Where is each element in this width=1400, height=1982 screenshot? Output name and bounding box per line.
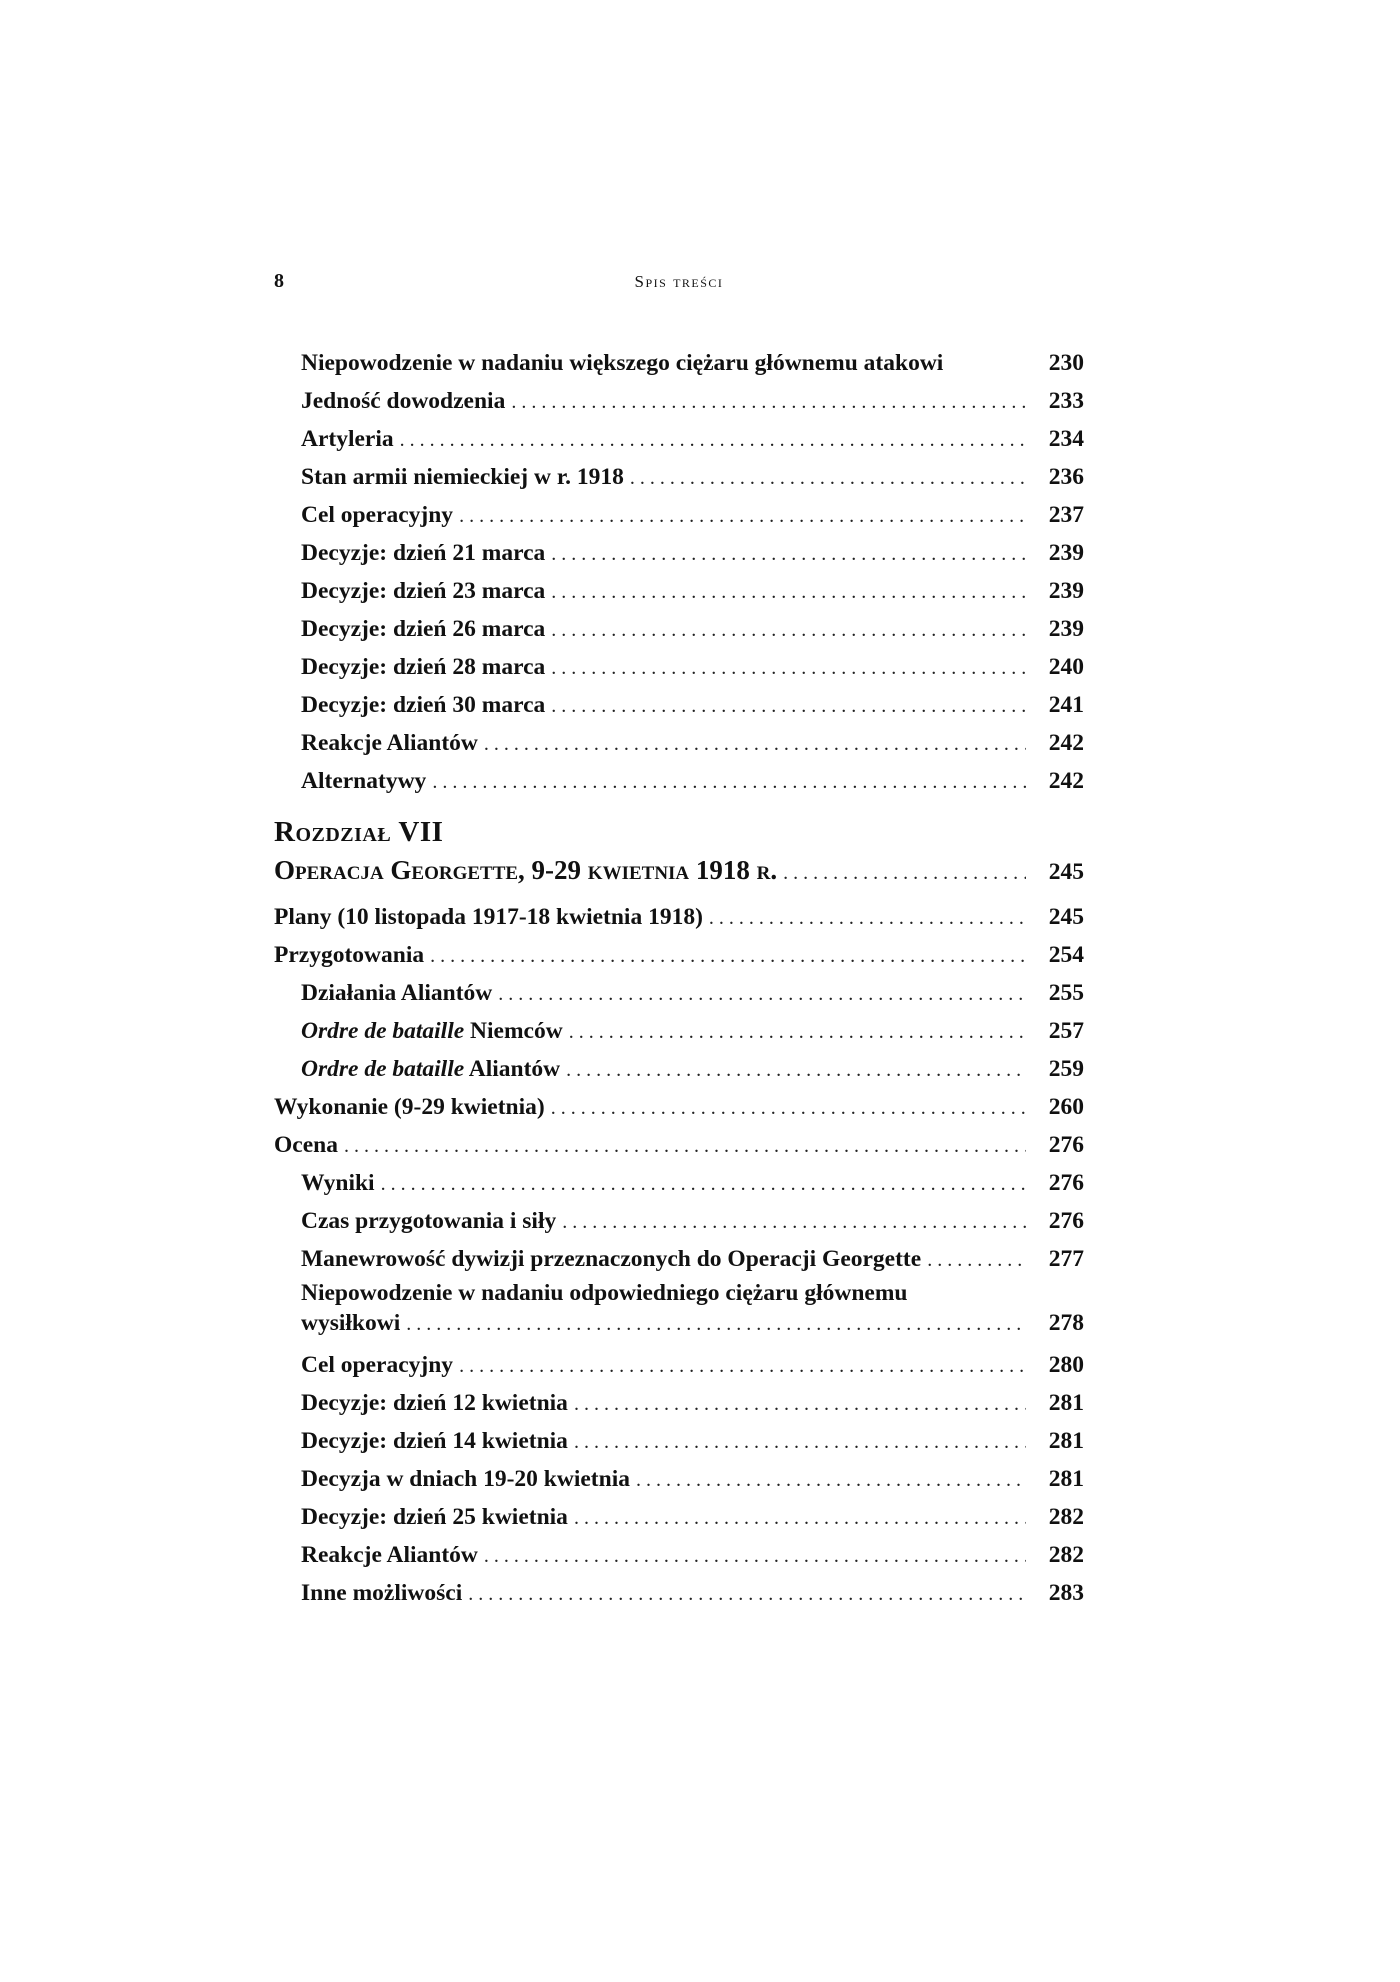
dot-leader: [783, 853, 1026, 893]
toc-entry-label-italic: Ordre de bataille: [301, 1018, 465, 1044]
toc-entry-label: Ocena: [274, 1132, 338, 1158]
page-number: 8: [274, 270, 284, 292]
toc-entry: [274, 898, 1084, 936]
toc-entry-label: Przygotowania: [274, 942, 425, 968]
chapter-title: Operacja Georgette, 9-29 kwietnia 1918 r.: [274, 855, 778, 885]
toc-entry: [274, 572, 1084, 610]
toc-entry: [274, 1126, 1084, 1164]
dot-leader: [406, 1309, 1026, 1339]
chapter-entries: [274, 898, 1084, 1612]
toc-entry: [274, 496, 1084, 534]
toc-entry-page: 242: [1048, 768, 1084, 794]
toc-entry: [274, 1422, 1084, 1460]
toc-entry: [274, 1050, 1084, 1088]
toc-entry-label: Manewrowość dywizji przeznaczonych do Operacji Georgette: [301, 1246, 922, 1272]
toc-entry: [274, 936, 1084, 974]
dot-leader: [381, 1165, 1026, 1203]
toc-entry: [274, 382, 1084, 420]
table-of-contents: [274, 344, 1084, 1612]
toc-entry-page: 283: [1048, 1580, 1084, 1606]
dot-leader: [574, 1499, 1026, 1537]
toc-entry-page: 278: [1048, 1310, 1084, 1336]
chapter-heading: [274, 814, 1084, 890]
toc-entry: [274, 1498, 1084, 1536]
dot-leader: [927, 1241, 1026, 1279]
toc-entry-label: Plany (10 listopada 1917-18 kwietnia 1918): [274, 904, 703, 930]
toc-entry-label: Alternatywy: [301, 768, 427, 794]
dot-leader: [574, 1423, 1026, 1461]
toc-entry-page: 281: [1048, 1466, 1084, 1492]
toc-entry-label: Decyzje: dzień 25 kwietnia: [301, 1504, 568, 1530]
toc-entry-label: Decyzje: dzień 12 kwietnia: [301, 1390, 568, 1416]
toc-entry-page: 282: [1048, 1542, 1084, 1568]
dot-leader: [432, 763, 1026, 801]
dot-leader: [498, 975, 1026, 1013]
dot-leader: [459, 497, 1026, 535]
toc-entry-label: Decyzje: dzień 26 marca: [301, 616, 546, 642]
toc-entry-page: 280: [1048, 1352, 1084, 1378]
toc-entry: [274, 686, 1084, 724]
toc-entry-label: Cel operacyjny: [301, 502, 454, 528]
toc-entry-page: 241: [1048, 692, 1084, 718]
toc-entry-page: 230: [1048, 350, 1084, 376]
chapter-title-row: [274, 850, 1084, 890]
dot-leader: [630, 459, 1026, 497]
toc-entry-page: 239: [1048, 540, 1084, 566]
toc-entry-page: 257: [1048, 1018, 1084, 1044]
toc-entry-label: [301, 1050, 566, 1088]
dot-leader: [551, 1089, 1026, 1127]
toc-entry-label-italic: Ordre de bataille: [301, 1056, 465, 1082]
toc-entry: [274, 420, 1084, 458]
dot-leader: [574, 1385, 1026, 1423]
toc-entry-page: 255: [1048, 980, 1084, 1006]
toc-entry: [274, 724, 1084, 762]
dot-leader: [400, 421, 1026, 459]
toc-entry-page: 276: [1048, 1170, 1084, 1196]
toc-entry-label-rest: Niemców: [464, 1018, 563, 1044]
toc-entry-wrapped-line: [274, 1278, 1084, 1308]
toc-entry: [274, 1384, 1084, 1422]
toc-entry-page: 254: [1048, 942, 1084, 968]
toc-entry-label: Cel operacyjny: [301, 1352, 454, 1378]
dot-leader: [468, 1575, 1026, 1613]
dot-leader: [484, 1537, 1026, 1575]
dot-leader: [484, 725, 1026, 763]
toc-entry: [274, 1308, 1084, 1346]
toc-entry-page: 277: [1048, 1246, 1084, 1272]
toc-entry-page: 260: [1048, 1094, 1084, 1120]
toc-entry-label: [301, 1012, 569, 1050]
running-head: [274, 270, 1084, 300]
toc-entry-label: Wykonanie (9-29 kwietnia): [274, 1094, 545, 1120]
toc-entry-page: 259: [1048, 1056, 1084, 1082]
toc-entry: [274, 1164, 1084, 1202]
toc-entry: [274, 974, 1084, 1012]
toc-entry-page: 240: [1048, 654, 1084, 680]
dot-leader: [709, 899, 1026, 937]
toc-entry-label: Decyzje: dzień 14 kwietnia: [301, 1428, 568, 1454]
dot-leader: [551, 535, 1026, 573]
dot-leader: [566, 1051, 1026, 1089]
dot-leader: [430, 937, 1026, 975]
toc-entry-label: Niepowodzenie w nadaniu odpowiedniego ciężaru głównemu: [301, 1280, 908, 1306]
toc-entry-label: Stan armii niemieckiej w r. 1918: [301, 464, 624, 490]
toc-entry: [274, 1088, 1084, 1126]
toc-entry-page: 281: [1048, 1390, 1084, 1416]
toc-entry-label: Wyniki: [301, 1170, 375, 1196]
toc-entry-label: Jedność dowodzenia: [301, 388, 506, 414]
toc-entry-page: 239: [1048, 578, 1084, 604]
toc-entry: [274, 1202, 1084, 1240]
toc-entry-label: wysiłkowi: [301, 1310, 401, 1336]
toc-entry-label: Artyleria: [301, 426, 394, 452]
toc-entry-label: Decyzja w dniach 19-20 kwietnia: [301, 1466, 630, 1492]
toc-entry-page: 236: [1048, 464, 1084, 490]
dot-leader: [551, 573, 1026, 611]
dot-leader: [551, 649, 1026, 687]
toc-entry: [274, 648, 1084, 686]
dot-leader: [511, 383, 1026, 421]
dot-leader: [636, 1461, 1026, 1499]
toc-entry-page: 239: [1048, 616, 1084, 642]
toc-entry: [274, 534, 1084, 572]
toc-entry-page: 233: [1048, 388, 1084, 414]
dot-leader: [551, 611, 1026, 649]
dot-leader: [344, 1127, 1026, 1165]
toc-entry-page: 234: [1048, 426, 1084, 452]
dot-leader: [551, 687, 1026, 725]
toc-entry-label: Działania Aliantów: [301, 980, 493, 1006]
toc-entry-page: 282: [1048, 1504, 1084, 1530]
toc-entry: [274, 1240, 1084, 1278]
toc-entry: [274, 1460, 1084, 1498]
toc-entry: [274, 1536, 1084, 1574]
dot-leader: [562, 1203, 1026, 1241]
toc-entry-page: 242: [1048, 730, 1084, 756]
toc-entry-label: Decyzje: dzień 23 marca: [301, 578, 546, 604]
toc-entry-label: Inne możliwości: [301, 1580, 463, 1606]
toc-entry-label-rest: Aliantów: [464, 1056, 561, 1082]
toc-entry-page: 276: [1048, 1208, 1084, 1234]
toc-entry: [274, 458, 1084, 496]
toc-entry-label: Niepowodzenie w nadaniu większego ciężaru głównemu atakowi: [301, 350, 944, 376]
toc-entry: [274, 610, 1084, 648]
chapter-number: Rozdział VII: [274, 816, 444, 848]
toc-entry-page: 281: [1048, 1428, 1084, 1454]
toc-entry-label: Reakcje Aliantów: [301, 1542, 478, 1568]
toc-entry-page: 237: [1048, 502, 1084, 528]
chapter-page: 245: [1048, 859, 1084, 885]
toc-entry-label: Decyzje: dzień 21 marca: [301, 540, 546, 566]
toc-entry-label: Reakcje Aliantów: [301, 730, 478, 756]
dot-leader: [569, 1013, 1026, 1051]
running-title: Spis treści: [634, 272, 724, 291]
toc-entry-label: Decyzje: dzień 28 marca: [301, 654, 546, 680]
toc-entry: [274, 344, 1084, 382]
toc-entry-label: Decyzje: dzień 30 marca: [301, 692, 546, 718]
dot-leader: [459, 1347, 1026, 1385]
toc-entry-page: 276: [1048, 1132, 1084, 1158]
toc-entry: [274, 762, 1084, 800]
toc-entry: [274, 1346, 1084, 1384]
toc-entry: [274, 1574, 1084, 1612]
toc-entry-label: Czas przygotowania i siły: [301, 1208, 557, 1234]
toc-entry-page: 245: [1048, 904, 1084, 930]
toc-entry: [274, 1012, 1084, 1050]
